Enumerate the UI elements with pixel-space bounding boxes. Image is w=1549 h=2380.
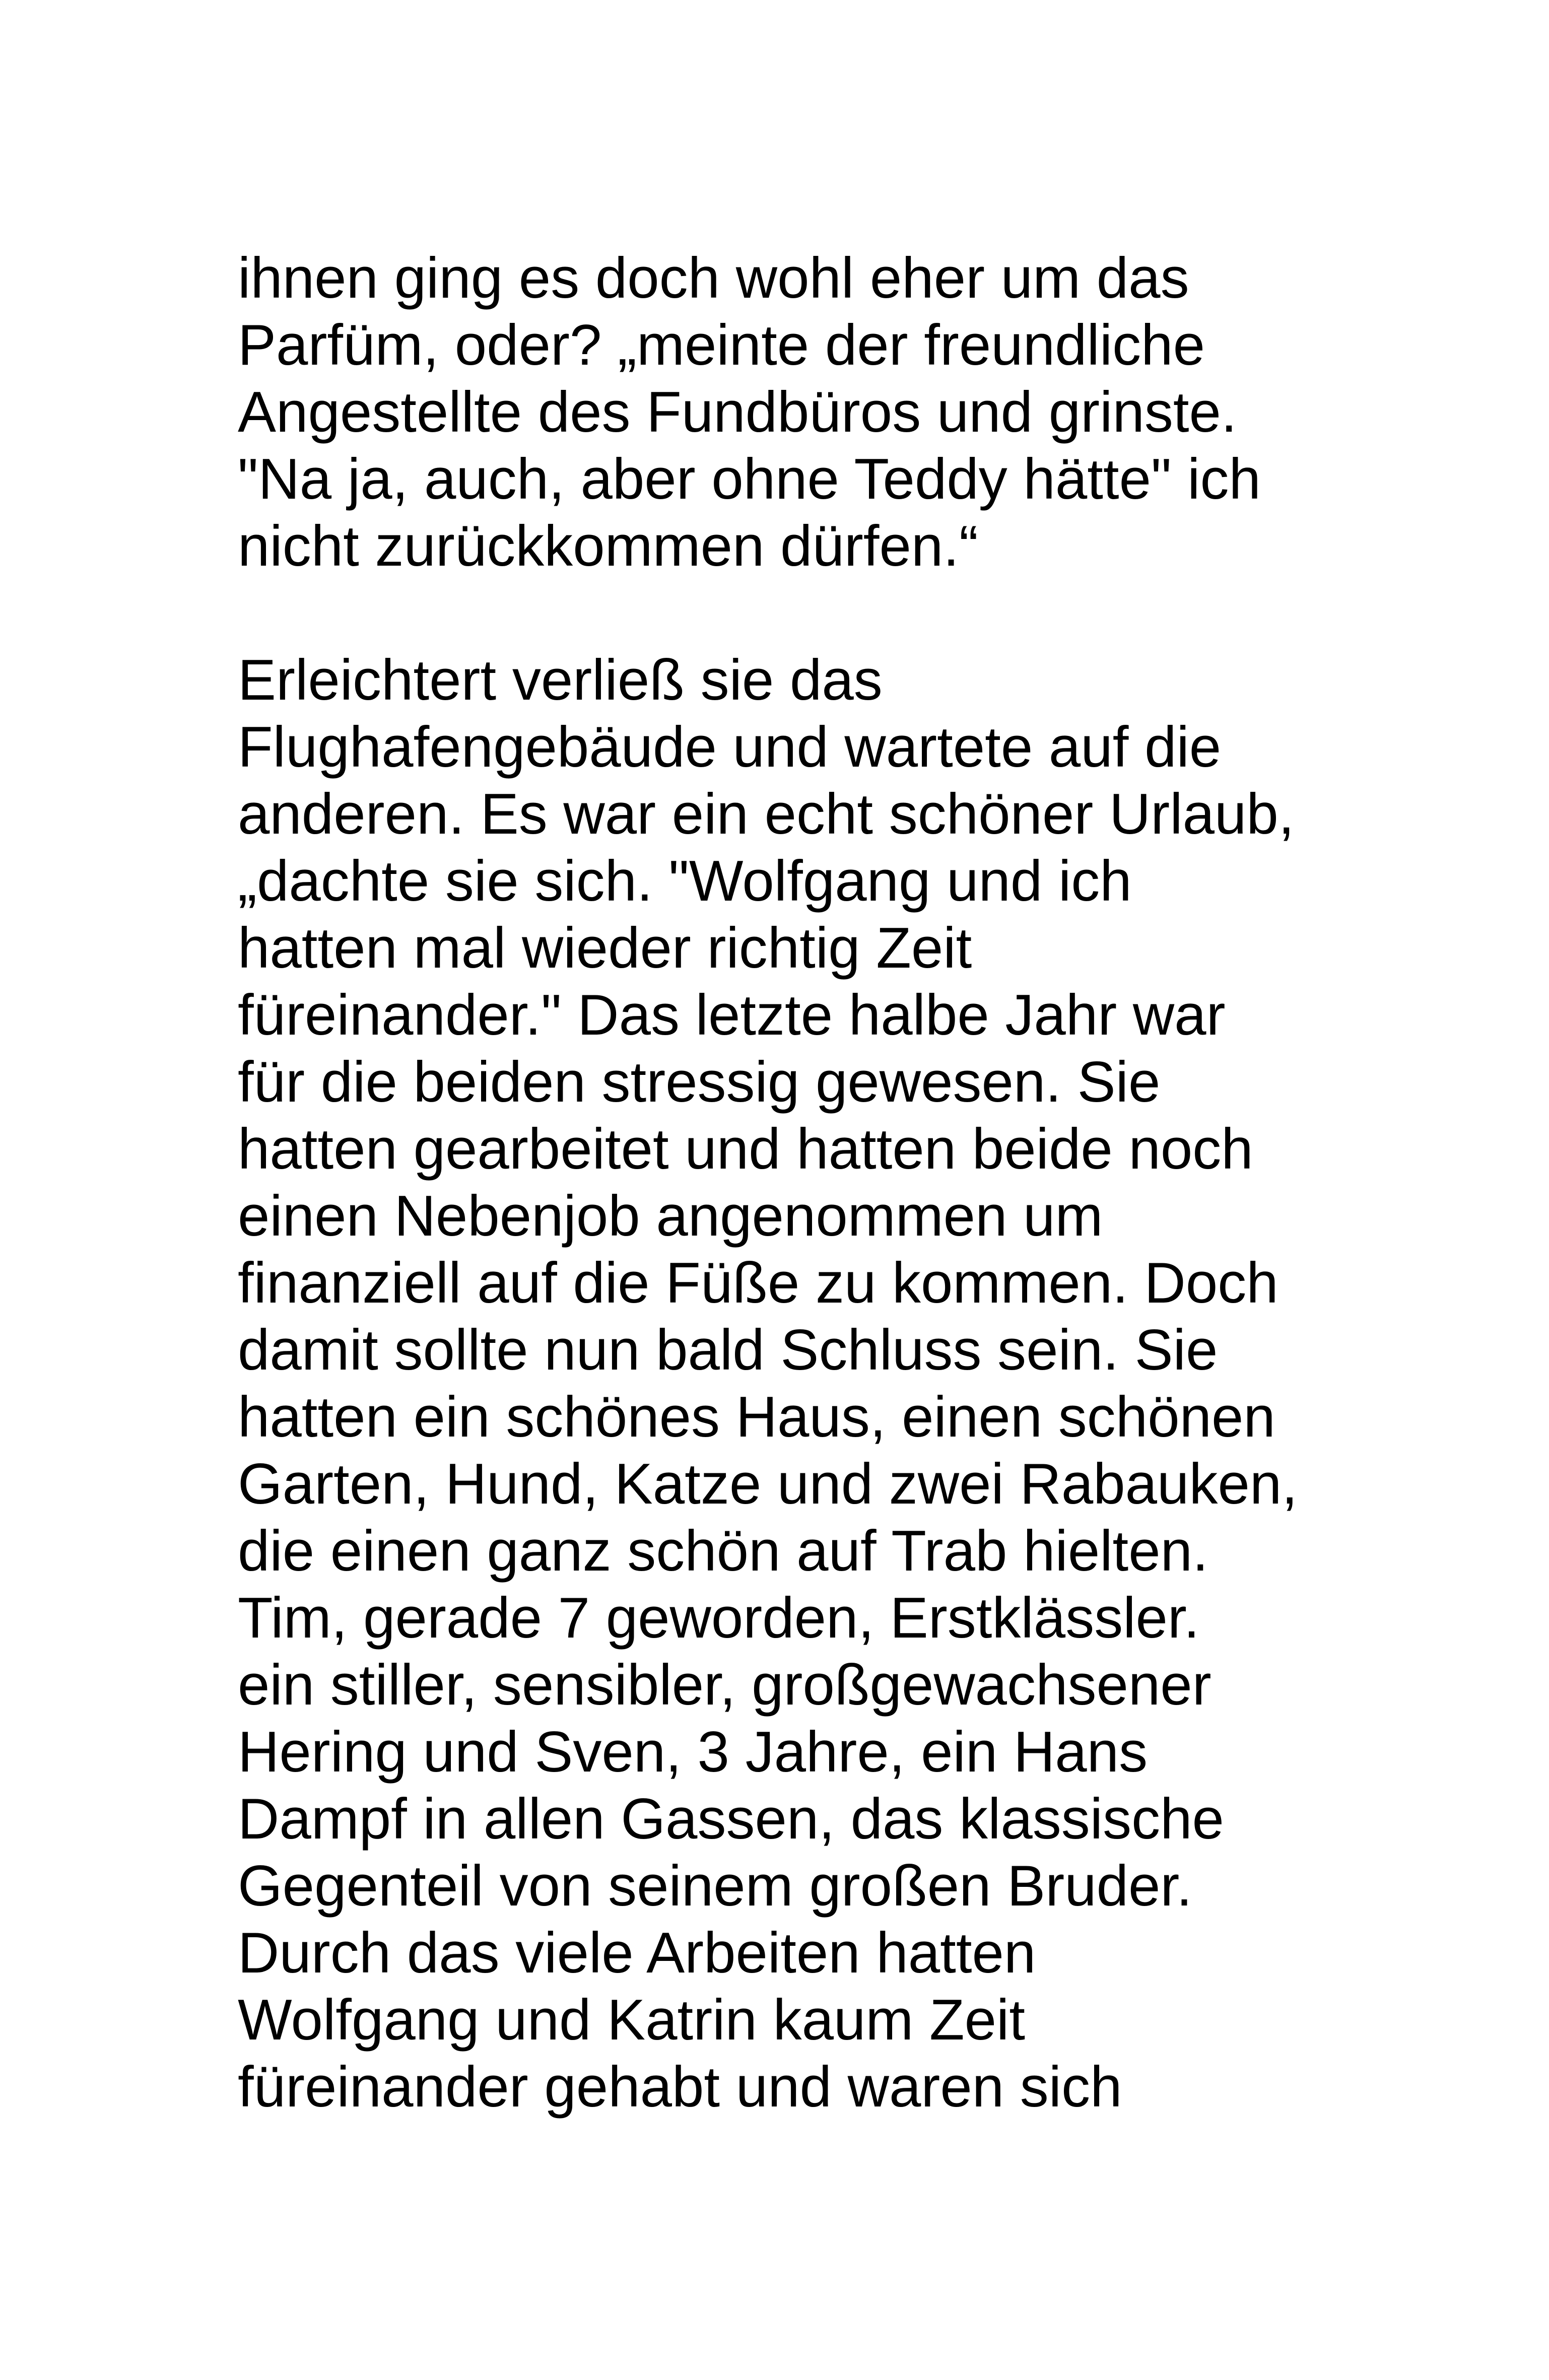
- paragraph-gap: [238, 580, 1396, 647]
- text-line: finanziell auf die Füße zu kommen. Doch: [238, 1251, 1278, 1315]
- text-line: ein stiller, sensibler, großgewachsener: [238, 1653, 1211, 1717]
- text-line: Erleichtert verließ sie das: [238, 648, 883, 712]
- text-line: hatten gearbeitet und hatten beide noch: [238, 1117, 1253, 1181]
- text-line: Angestellte des Fundbüros und grinste.: [238, 380, 1237, 444]
- text-line: hatten mal wieder richtig Zeit: [238, 916, 972, 980]
- text-line: die einen ganz schön auf Trab hielten.: [238, 1519, 1208, 1583]
- text-line: einen Nebenjob angenommen um: [238, 1184, 1103, 1248]
- text-line: Gegenteil von seinem großen Bruder.: [238, 1854, 1192, 1918]
- text-line: hatten ein schönes Haus, einen schönen: [238, 1385, 1275, 1449]
- text-line: Dampf in allen Gassen, das klassische: [238, 1787, 1224, 1851]
- text-line: „dachte sie sich. "Wolfgang und ich: [238, 849, 1132, 913]
- text-line: Flughafengebäude und wartete auf die: [238, 715, 1222, 779]
- paragraph-2: [238, 647, 1396, 2121]
- text-line: "Na ja, auch, aber ohne Teddy hätte" ich: [238, 447, 1261, 511]
- text-line: Tim, gerade 7 geworden, Erstklässler.: [238, 1586, 1200, 1650]
- text-line: für die beiden stressig gewesen. Sie: [238, 1050, 1161, 1114]
- text-line: füreinander." Das letzte halbe Jahr war: [238, 983, 1226, 1047]
- text-line: füreinander gehabt und waren sich: [238, 2055, 1122, 2119]
- text-line: Garten, Hund, Katze und zwei Rabauken,: [238, 1452, 1298, 1516]
- paragraph-1: [238, 245, 1396, 580]
- text-line: Hering und Sven, 3 Jahre, ein Hans: [238, 1720, 1148, 1784]
- text-line: Wolfgang und Katrin kaum Zeit: [238, 1988, 1026, 2052]
- body-text: [238, 245, 1396, 2121]
- text-line: nicht zurückkommen dürfen.“: [238, 514, 978, 578]
- text-line: Durch das viele Arbeiten hatten: [238, 1921, 1036, 1985]
- text-line: Parfüm, oder? „meinte der freundliche: [238, 313, 1205, 377]
- text-line: damit sollte nun bald Schluss sein. Sie: [238, 1318, 1218, 1382]
- text-line: anderen. Es war ein echt schöner Urlaub,: [238, 782, 1295, 846]
- text-line: ihnen ging es doch wohl eher um das: [238, 246, 1189, 310]
